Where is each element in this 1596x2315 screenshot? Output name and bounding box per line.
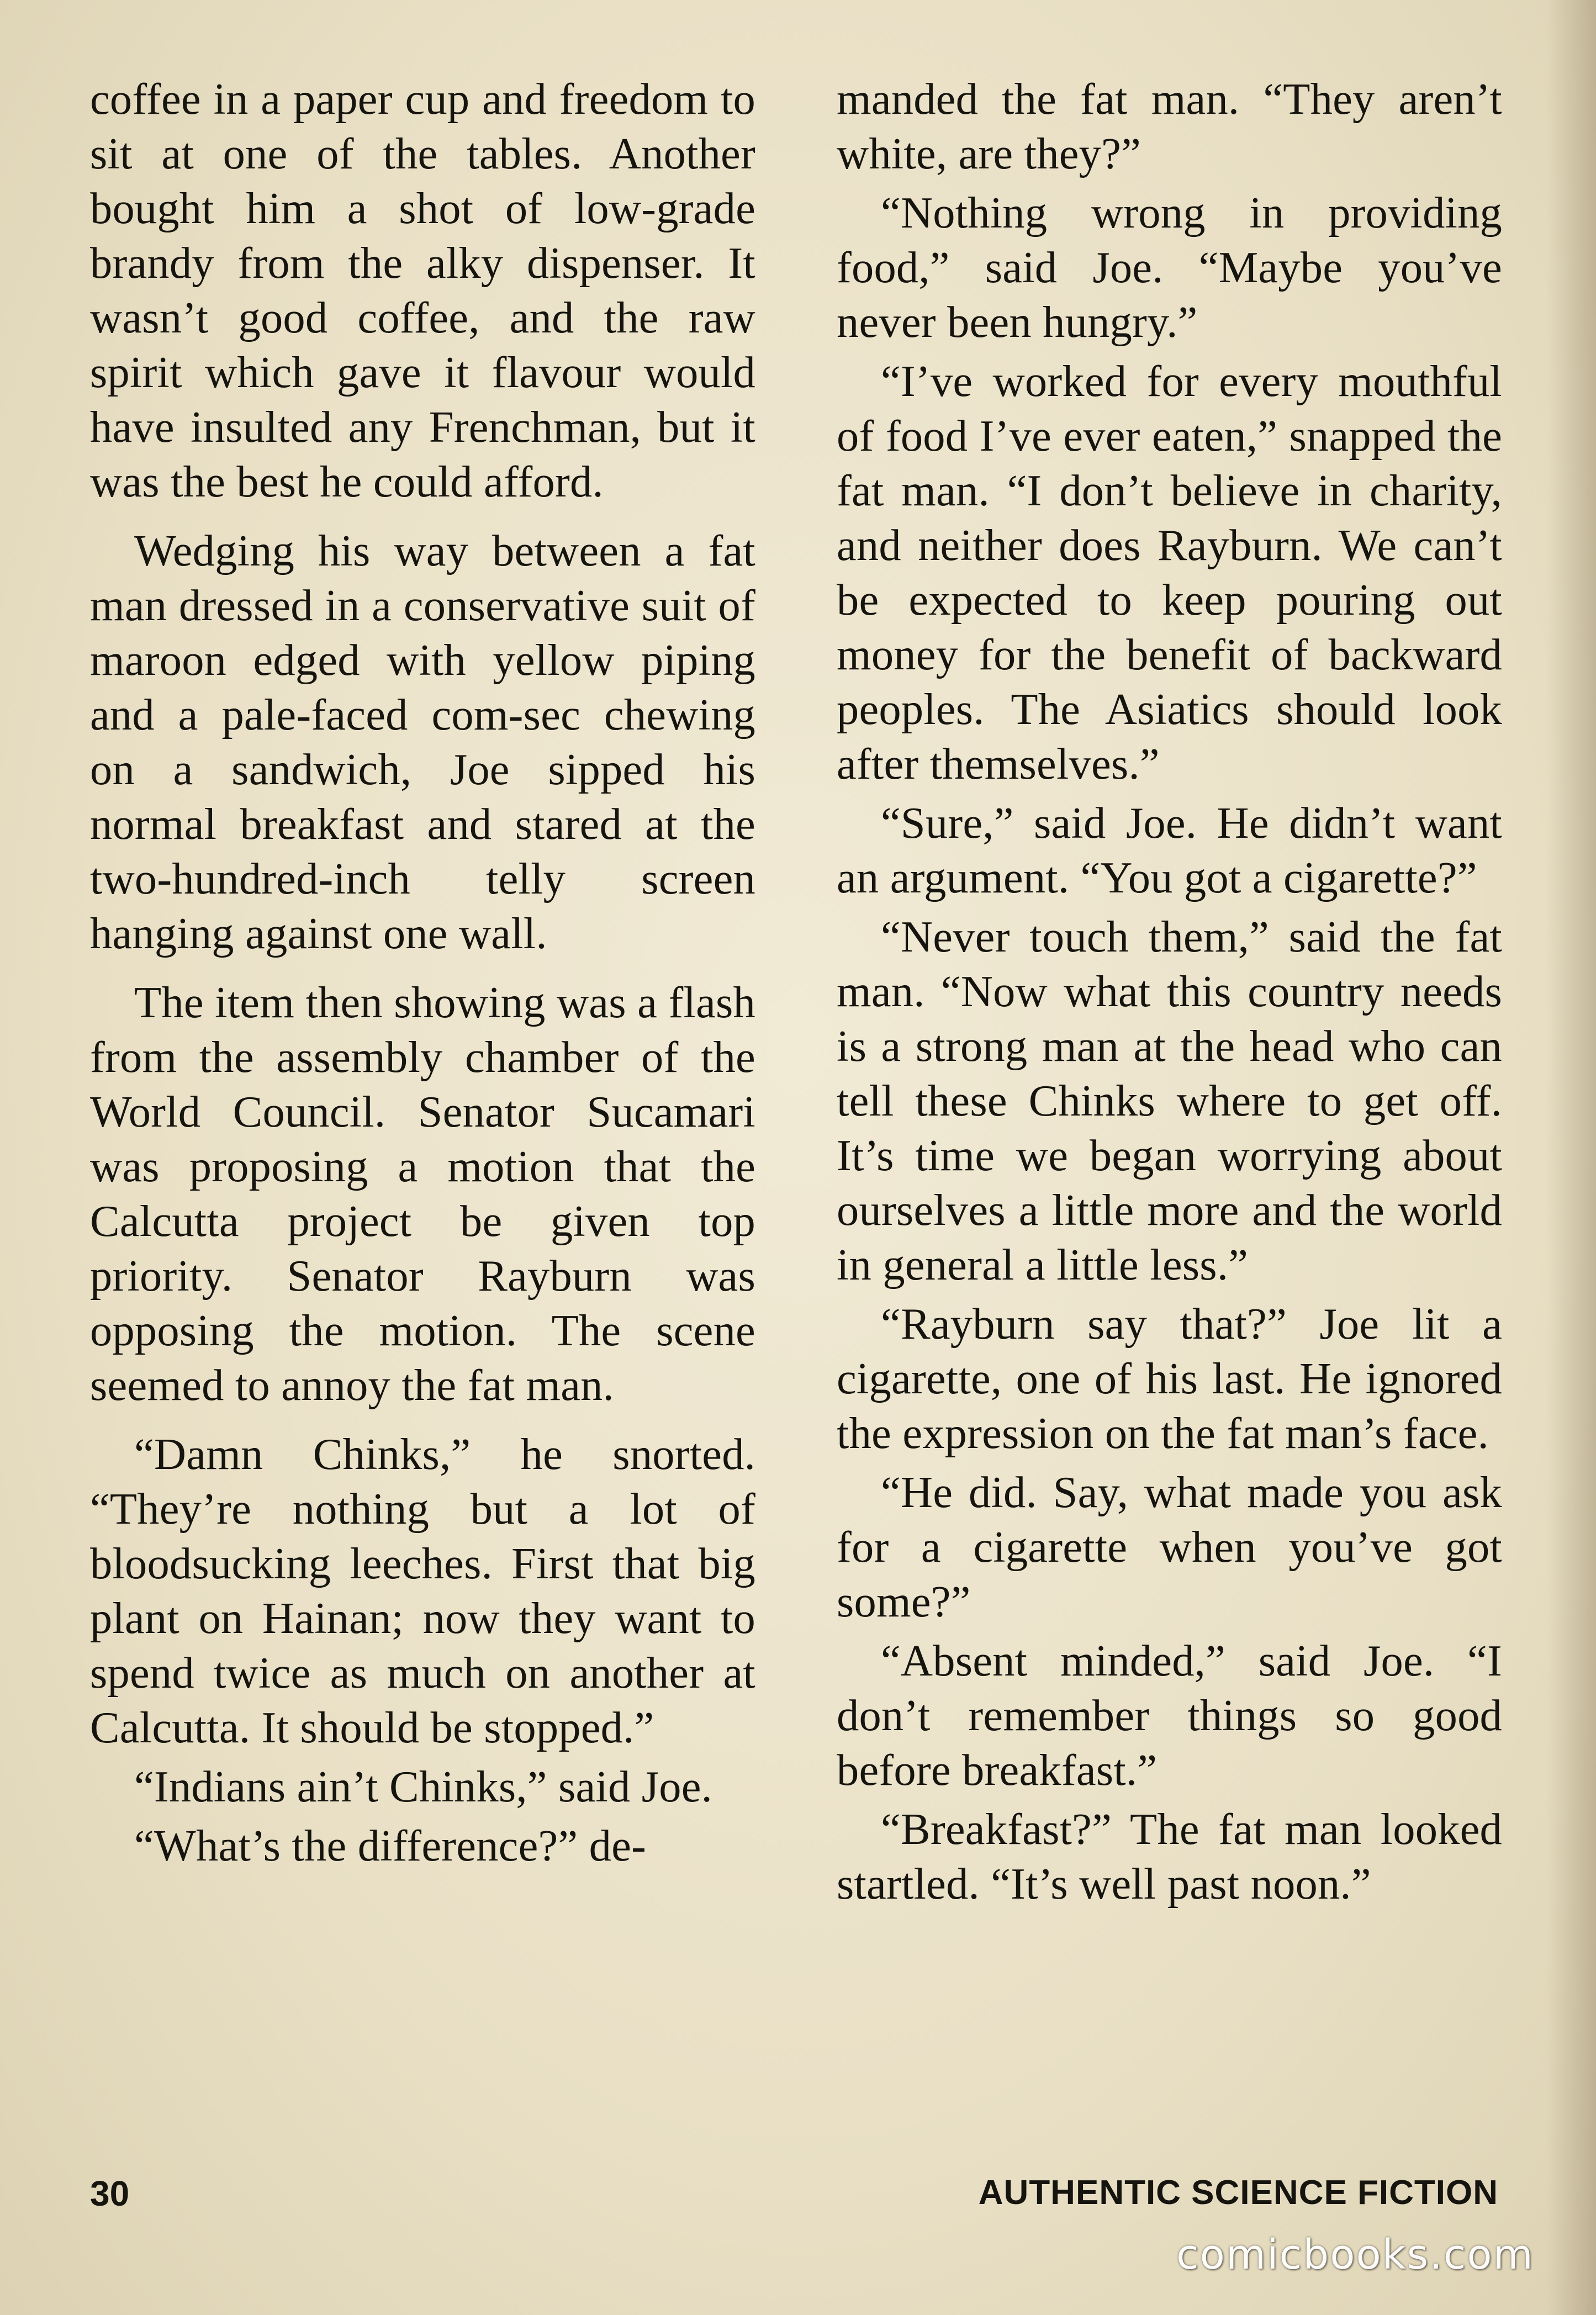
left-text-column <box>90 72 755 1873</box>
paragraph: “Never touch them,” said the fat man. “Now what this country needs is a strong man at the head who can tell these Chinks where to get off. It’s time we began worrying about ourselves a little more and the world in general a little less.” <box>837 912 1502 1289</box>
paragraph: “Breakfast?” The fat man looked startled. “It’s well past noon.” <box>837 1805 1502 1909</box>
paragraph: “I’ve worked for every mouthful of food I’ve ever eaten,” snapped the fat man. “I don’t believe in charity, and neither does Rayburn. We can’t be expected to keep pouring out money for the benefit of backward peoples. The Asiatics should look after themselves.” <box>837 357 1502 789</box>
paragraph: The item then showing was a flash from the assembly chamber of the World Council. Senator Sucamari was proposing a motion that the Calcutta project be given top priority. Senator Rayburn was opposing the motion. The scene seemed to annoy the fat man. <box>90 978 755 1410</box>
watermark: comicbooks.com <box>1176 2231 1534 2279</box>
paragraph: “Absent minded,” said Joe. “I don’t remember things so good before breakfast.” <box>837 1636 1502 1795</box>
paragraph: coffee in a paper cup and freedom to sit at one of the tables. Another bought him a shot of low-grade brandy from the alky dispenser. It wasn’t good coffee, and the raw spirit which gave it flavour would have insulted any Frenchman, but it was the best he could afford. <box>90 75 755 506</box>
paragraph: manded the fat man. “They aren’t white, are they?” <box>837 75 1502 178</box>
page-number: 30 <box>90 2174 130 2213</box>
paragraph: “Sure,” said Joe. He didn’t want an argument. “You got a cigarette?” <box>837 799 1502 902</box>
page-footer <box>90 2173 1498 2217</box>
paragraph: “Indians ain’t Chinks,” said Joe. <box>134 1762 712 1811</box>
page-edge-shadow <box>1546 0 1596 2315</box>
paragraph: Wedging his way between a fat man dressed in a conservative suit of maroon edged with yellow piping and a pale-faced com-sec chewing on a sandwich, Joe sipped his normal breakfast and stared at the two-hundred-inch telly screen hanging against one wall. <box>90 526 755 958</box>
running-title: AUTHENTIC SCIENCE FICTION <box>978 2174 1498 2212</box>
paragraph: “Rayburn say that?” Joe lit a cigarette, one of his last. He ignored the expression on the fat man’s face. <box>837 1299 1502 1458</box>
paragraph: “What’s the difference?” de- <box>134 1821 647 1870</box>
paragraph: “He did. Say, what made you ask for a cigarette when you’ve got some?” <box>837 1468 1502 1626</box>
paragraph: “Damn Chinks,” he snorted. “They’re nothing but a lot of bloodsucking leeches. First that big plant on Hainan; now they want to spend twice as much on another at Calcutta. It should be stopped.” <box>90 1430 755 1752</box>
paragraph: “Nothing wrong in providing food,” said Joe. “Maybe you’ve never been hungry.” <box>837 188 1502 347</box>
right-text-column <box>837 72 1502 1911</box>
